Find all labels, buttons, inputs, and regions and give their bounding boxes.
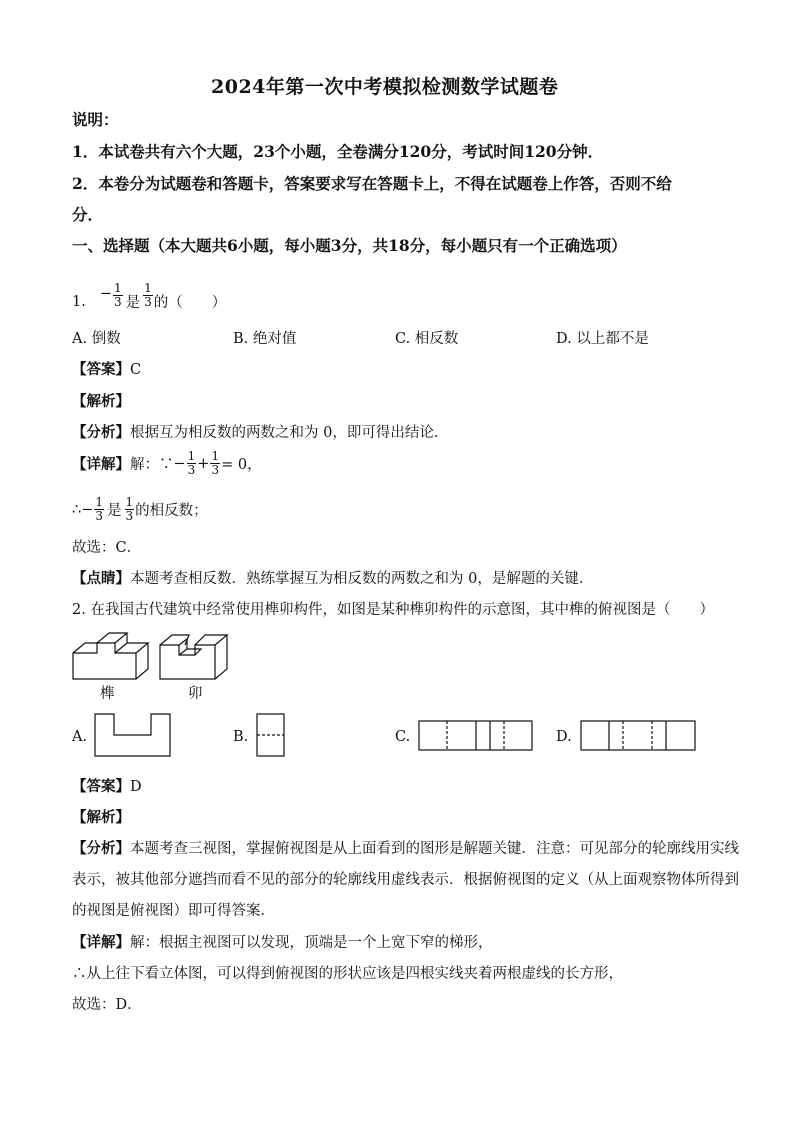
xiangjie-prefix: 解：∵ [130, 457, 174, 473]
q2-fenxi-line-2: 表示，被其他部分遮挡而看不见的部分的轮廓线用虚线表示．根据俯视图的定义（从上面观察物体所得到 [72, 872, 739, 888]
answer-label: 【答案】 [72, 361, 130, 378]
minus-sign: − [81, 501, 94, 518]
instruction-item-2-line-2: 分． [72, 205, 104, 224]
fenxi-label: 【分析】 [72, 840, 130, 857]
fenxi-line [72, 421, 448, 442]
q2-option-a-label: A. [72, 729, 88, 745]
answer-value: C [130, 362, 142, 378]
fraction-numerator: 1 [144, 281, 152, 295]
analysis-label: 【解析】 [72, 393, 130, 410]
fenxi-label: 【分析】 [72, 424, 130, 441]
fraction-denominator: 3 [95, 509, 104, 523]
fraction-denominator: 3 [211, 463, 220, 477]
fenxi-text: 本题考查三视图，掌握俯视图是从上面看到的图形是解题关键．注意：可见部分的轮廓线用实线 [130, 841, 739, 857]
q2-fenxi-line-1 [72, 837, 739, 858]
section-heading: 一、选择题（本大题共6小题，每小题3分，共18分，每小题只有一个正确选项） [72, 236, 627, 255]
mortise-figure [157, 633, 237, 683]
option-b: B. 绝对值 [233, 331, 297, 347]
equation-tail: = 0， [221, 457, 262, 473]
plus-sign: + [197, 455, 210, 472]
fraction [94, 496, 104, 523]
question-text: 是 [125, 295, 141, 311]
fraction [143, 282, 153, 309]
option-d-figure [580, 720, 698, 752]
q2-xiangjie-line [72, 931, 493, 952]
question-1 [72, 281, 227, 315]
q2-option-c-label: C. [395, 729, 411, 745]
answer-line [72, 358, 141, 379]
fraction [113, 282, 123, 309]
fraction-numerator: 1 [95, 495, 104, 509]
option-c-figure [418, 720, 534, 752]
question-2: 2. 在我国古代建筑中经常使用榫卯构件，如图是某种榫卯构件的示意图，其中榫的俯视图是（ ） [72, 602, 714, 618]
question-text: 的（ ） [153, 295, 227, 311]
q2-analysis-label: 【解析】 [72, 809, 130, 826]
therefore-end: 的相反数； [135, 503, 208, 519]
minus-sign: − [99, 285, 112, 302]
fraction-numerator: 1 [187, 449, 196, 463]
minus-sign: − [173, 455, 186, 472]
answer-value: D [130, 779, 142, 795]
fraction-denominator: 3 [114, 295, 122, 309]
page-title: 2024年第一次中考模拟检测数学试题卷 [211, 76, 559, 98]
q2-therefore-line: ∴从上往下看立体图，可以得到俯视图的形状应该是四根实线夹着两根虚线的长方形， [72, 966, 623, 982]
q2-option-b-label: B. [233, 729, 249, 745]
tenon-figure [70, 633, 150, 683]
question-number: 1. [72, 293, 86, 310]
q2-answer-line [72, 775, 142, 796]
fraction [125, 496, 135, 523]
instructions-heading: 说明： [72, 110, 119, 129]
answer-label: 【答案】 [72, 778, 130, 795]
instruction-item-2-line-1: 2．本卷分为试题卷和答题卡，答案要求写在答题卡上，不得在试题卷上作答，否则不给 [72, 174, 672, 193]
xiangjie-label: 【详解】 [72, 456, 130, 473]
fraction-numerator: 1 [211, 449, 220, 463]
instruction-item-1: 1．本试卷共有六个大题，23个小题，全卷满分120分，考试时间120分钟． [72, 142, 604, 161]
choose-line: 故选：C． [72, 540, 142, 556]
q2-choose-line: 故选：D． [72, 997, 142, 1013]
option-b-figure [256, 713, 286, 757]
therefore-symbol: ∴ [72, 501, 82, 518]
xiangjie-line [72, 450, 262, 477]
q2-option-d-label: D. [556, 729, 572, 745]
option-a-figure [94, 713, 172, 757]
therefore-mid: 是 [107, 503, 122, 519]
dianjing-label: 【点睛】 [72, 570, 130, 587]
fraction [210, 450, 220, 477]
dianjing-line [72, 567, 593, 588]
fraction-numerator: 1 [114, 281, 122, 295]
option-a: A. 倒数 [72, 331, 121, 347]
fraction [187, 450, 197, 477]
option-d: D. 以上都不是 [556, 331, 649, 347]
label-tenon: 榫 [100, 686, 115, 702]
xiangjie-text: 解：根据主视图可以发现，顶端是一个上宽下窄的梯形， [130, 935, 493, 951]
fraction-denominator: 3 [187, 463, 196, 477]
therefore-line [72, 496, 208, 523]
option-c: C. 相反数 [395, 331, 459, 347]
label-mortise: 卯 [188, 686, 203, 702]
fraction-denominator: 3 [125, 509, 134, 523]
fenxi-text: 根据互为相反数的两数之和为 0，即可得出结论． [130, 425, 449, 441]
fraction-numerator: 1 [125, 495, 134, 509]
dianjing-text: 本题考查相反数．熟练掌握互为相反数的两数之和为 0，是解题的关键． [130, 571, 594, 587]
xiangjie-label: 【详解】 [72, 934, 130, 951]
fraction-denominator: 3 [144, 295, 152, 309]
q2-fenxi-line-3: 的视图是俯视图）即可得答案． [72, 903, 275, 919]
